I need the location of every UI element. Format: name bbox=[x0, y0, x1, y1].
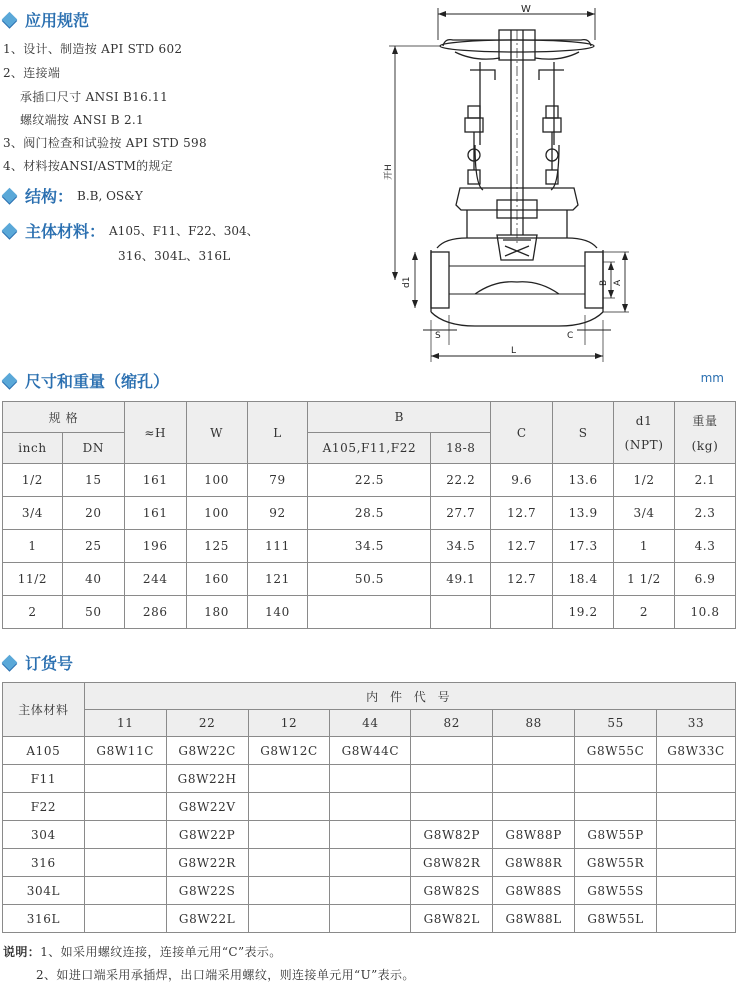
dim-s-label: S bbox=[435, 331, 441, 341]
order-code-cell bbox=[84, 821, 166, 849]
material-cell: 316L bbox=[3, 905, 85, 933]
dim-d1-label: d1 bbox=[402, 276, 412, 288]
order-code-cell: G8W12C bbox=[248, 737, 330, 765]
table-cell: 161 bbox=[124, 497, 186, 530]
note-text-1: 1、如采用螺纹连接，连接单元用“C”表示。 bbox=[40, 945, 282, 959]
order-code-cell: G8W22L bbox=[166, 905, 248, 933]
spec-item: 3、阀门检查和试验按 API STD 598 bbox=[3, 136, 207, 150]
table-cell: 17.3 bbox=[553, 530, 614, 563]
diamond-bullet-icon bbox=[2, 373, 18, 389]
header-weight-label: 重量 bbox=[692, 414, 718, 428]
header-kg-label: (kg) bbox=[691, 439, 719, 453]
order-code-cell bbox=[330, 821, 411, 849]
table-cell: 27.7 bbox=[431, 497, 491, 530]
table-cell: 100 bbox=[186, 497, 247, 530]
order-code-cell bbox=[84, 793, 166, 821]
order-code-cell: G8W88P bbox=[493, 821, 575, 849]
order-code-cell bbox=[493, 793, 575, 821]
table-row bbox=[3, 464, 736, 497]
order-code-cell bbox=[657, 821, 736, 849]
material-heading-text: 主体材料： bbox=[25, 222, 106, 241]
order-code-cell bbox=[84, 765, 166, 793]
table-cell: 34.5 bbox=[431, 530, 491, 563]
table-row bbox=[3, 737, 736, 765]
spec-item: 1、设计、制造按 API STD 602 bbox=[3, 42, 183, 56]
table-cell: 92 bbox=[247, 497, 308, 530]
table-cell: 3/4 bbox=[614, 497, 675, 530]
order-code-cell bbox=[493, 737, 575, 765]
note-line-1 bbox=[3, 943, 282, 960]
header-trim-code: 82 bbox=[411, 710, 493, 737]
header-c: C bbox=[491, 402, 553, 464]
order-code-cell bbox=[575, 765, 657, 793]
order-code-cell: G8W82P bbox=[411, 821, 493, 849]
table-cell: 12.7 bbox=[491, 497, 553, 530]
order-code-cell: G8W55P bbox=[575, 821, 657, 849]
header-trim-code: 88 bbox=[493, 710, 575, 737]
header-trim-code: 12 bbox=[248, 710, 330, 737]
table-cell: 1 bbox=[614, 530, 675, 563]
table-cell bbox=[308, 596, 431, 629]
table-cell: 121 bbox=[247, 563, 308, 596]
order-code-cell: G8W55R bbox=[575, 849, 657, 877]
table-cell bbox=[431, 596, 491, 629]
table-cell: 6.9 bbox=[675, 563, 736, 596]
order-code-cell bbox=[657, 765, 736, 793]
table-cell: 40 bbox=[62, 563, 124, 596]
order-code-cell bbox=[84, 849, 166, 877]
header-trim-code: 11 bbox=[84, 710, 166, 737]
diamond-bullet-icon bbox=[2, 188, 18, 204]
note-label: 说明： bbox=[3, 945, 41, 959]
header-b-188: 18-8 bbox=[431, 433, 491, 464]
dim-l-label: L bbox=[511, 346, 517, 356]
dim-b-label: B bbox=[599, 279, 609, 286]
table-cell: 9.6 bbox=[491, 464, 553, 497]
order-code-cell: G8W22H bbox=[166, 765, 248, 793]
order-code-cell bbox=[248, 765, 330, 793]
table-cell: 50 bbox=[62, 596, 124, 629]
order-code-cell bbox=[84, 877, 166, 905]
header-trim: 内 件 代 号 bbox=[84, 683, 735, 710]
material-cell: F22 bbox=[3, 793, 85, 821]
header-trim-code: 55 bbox=[575, 710, 657, 737]
table-cell: 286 bbox=[124, 596, 186, 629]
dim-c-label: C bbox=[567, 331, 574, 341]
table-cell: 25 bbox=[62, 530, 124, 563]
order-code-cell bbox=[493, 765, 575, 793]
order-code-cell: G8W88R bbox=[493, 849, 575, 877]
order-code-cell bbox=[411, 793, 493, 821]
table-cell: 2.1 bbox=[675, 464, 736, 497]
table-row bbox=[3, 849, 736, 877]
table-cell: 1 1/2 bbox=[614, 563, 675, 596]
order-code-cell: G8W22R bbox=[166, 849, 248, 877]
header-dn: DN bbox=[62, 433, 124, 464]
table-cell: 180 bbox=[186, 596, 247, 629]
table-cell: 1 bbox=[3, 530, 63, 563]
table-row bbox=[3, 821, 736, 849]
table-cell: 111 bbox=[247, 530, 308, 563]
header-b-a105: A105,F11,F22 bbox=[308, 433, 431, 464]
order-code-cell bbox=[657, 877, 736, 905]
material-line2: 316、304L、316L bbox=[118, 249, 231, 263]
table-cell: 4.3 bbox=[675, 530, 736, 563]
table-cell: 15 bbox=[62, 464, 124, 497]
header-npt-label: (NPT) bbox=[624, 437, 664, 452]
table-cell: 12.7 bbox=[491, 530, 553, 563]
order-code-cell bbox=[657, 849, 736, 877]
table-cell: 13.6 bbox=[553, 464, 614, 497]
order-code-table bbox=[2, 682, 736, 933]
order-code-cell bbox=[411, 737, 493, 765]
order-code-cell bbox=[330, 849, 411, 877]
order-code-cell: G8W55S bbox=[575, 877, 657, 905]
structure-heading-text: 结构： bbox=[25, 187, 74, 206]
table-row bbox=[3, 530, 736, 563]
order-heading bbox=[0, 651, 73, 674]
table-cell: 100 bbox=[186, 464, 247, 497]
material-heading bbox=[0, 219, 259, 242]
order-code-cell bbox=[330, 765, 411, 793]
gate-valve-drawing bbox=[375, 0, 635, 365]
order-code-cell: G8W11C bbox=[84, 737, 166, 765]
order-code-cell bbox=[575, 793, 657, 821]
header-b: B bbox=[308, 402, 491, 433]
spec-heading-text: 应用规范 bbox=[25, 11, 90, 30]
material-cell: 316 bbox=[3, 849, 85, 877]
material-cell: A105 bbox=[3, 737, 85, 765]
order-heading-text: 订货号 bbox=[25, 654, 74, 673]
table-cell: 140 bbox=[247, 596, 308, 629]
table-row bbox=[3, 497, 736, 530]
table-cell: 12.7 bbox=[491, 563, 553, 596]
table-cell: 125 bbox=[186, 530, 247, 563]
order-code-cell bbox=[248, 821, 330, 849]
order-code-cell bbox=[330, 793, 411, 821]
diamond-bullet-icon bbox=[2, 223, 18, 239]
diamond-bullet-icon bbox=[2, 655, 18, 671]
order-code-cell: G8W33C bbox=[657, 737, 736, 765]
diamond-bullet-icon bbox=[2, 12, 18, 28]
header-trim-code: 44 bbox=[330, 710, 411, 737]
order-code-cell bbox=[248, 793, 330, 821]
order-code-cell: G8W22S bbox=[166, 877, 248, 905]
dimensions-heading-text: 尺寸和重量（缩孔） bbox=[25, 372, 170, 391]
table-cell: 2 bbox=[3, 596, 63, 629]
dimensions-table bbox=[2, 401, 736, 629]
table-cell: 2.3 bbox=[675, 497, 736, 530]
header-trim-code: 22 bbox=[166, 710, 248, 737]
order-code-cell bbox=[248, 877, 330, 905]
table-cell: 18.4 bbox=[553, 563, 614, 596]
table-row bbox=[3, 765, 736, 793]
table-row bbox=[3, 877, 736, 905]
table-cell: 28.5 bbox=[308, 497, 431, 530]
table-cell: 11/2 bbox=[3, 563, 63, 596]
table-row bbox=[3, 596, 736, 629]
spec-item: 2、连接端 bbox=[3, 66, 61, 80]
table-cell: 19.2 bbox=[553, 596, 614, 629]
material-cell: F11 bbox=[3, 765, 85, 793]
header-material: 主体材料 bbox=[3, 683, 85, 737]
order-code-cell: G8W22P bbox=[166, 821, 248, 849]
order-code-cell: G8W82S bbox=[411, 877, 493, 905]
order-code-cell: G8W55L bbox=[575, 905, 657, 933]
header-d1 bbox=[614, 402, 675, 464]
order-code-cell: G8W88S bbox=[493, 877, 575, 905]
spec-item: 承插口尺寸 ANSI B16.11 bbox=[20, 90, 169, 104]
spec-heading bbox=[0, 8, 89, 31]
order-code-cell bbox=[84, 905, 166, 933]
header-d1-label: d1 bbox=[635, 413, 653, 428]
table-cell: 2 bbox=[614, 596, 675, 629]
table-cell: 160 bbox=[186, 563, 247, 596]
table-cell: 50.5 bbox=[308, 563, 431, 596]
header-s: S bbox=[553, 402, 614, 464]
table-cell: 22.5 bbox=[308, 464, 431, 497]
order-code-cell: G8W22V bbox=[166, 793, 248, 821]
order-code-cell bbox=[657, 793, 736, 821]
table-cell: 20 bbox=[62, 497, 124, 530]
order-code-cell: G8W22C bbox=[166, 737, 248, 765]
order-code-cell bbox=[657, 905, 736, 933]
dim-a-label: A bbox=[613, 279, 623, 286]
table-cell: 1/2 bbox=[614, 464, 675, 497]
table-cell: 13.9 bbox=[553, 497, 614, 530]
order-code-cell: G8W55C bbox=[575, 737, 657, 765]
header-inch: inch bbox=[3, 433, 63, 464]
order-code-cell bbox=[411, 765, 493, 793]
table-cell: 161 bbox=[124, 464, 186, 497]
table-cell: 10.8 bbox=[675, 596, 736, 629]
dimensions-heading bbox=[0, 369, 169, 392]
material-cell: 304 bbox=[3, 821, 85, 849]
note-line-2: 2、如进口端采用承插焊，出口端采用螺纹，则连接单元用“U”表示。 bbox=[36, 968, 415, 982]
table-cell bbox=[491, 596, 553, 629]
table-cell: 244 bbox=[124, 563, 186, 596]
table-cell: 49.1 bbox=[431, 563, 491, 596]
material-cell: 304L bbox=[3, 877, 85, 905]
order-code-cell bbox=[248, 905, 330, 933]
order-code-cell: G8W44C bbox=[330, 737, 411, 765]
header-trim-code: 33 bbox=[657, 710, 736, 737]
structure-value: B.B, OS&Y bbox=[77, 188, 143, 203]
table-row bbox=[3, 563, 736, 596]
table-cell: 196 bbox=[124, 530, 186, 563]
order-code-cell bbox=[330, 905, 411, 933]
order-code-cell: G8W88L bbox=[493, 905, 575, 933]
table-cell: 1/2 bbox=[3, 464, 63, 497]
header-l: L bbox=[247, 402, 308, 464]
unit-label: mm bbox=[700, 371, 724, 385]
header-weight bbox=[675, 402, 736, 464]
table-row bbox=[3, 905, 736, 933]
table-cell: 34.5 bbox=[308, 530, 431, 563]
table-cell: 22.2 bbox=[431, 464, 491, 497]
table-cell: 79 bbox=[247, 464, 308, 497]
structure-heading bbox=[0, 184, 143, 207]
order-code-cell: G8W82R bbox=[411, 849, 493, 877]
spec-item: 螺纹端按 ANSI B 2.1 bbox=[20, 113, 144, 127]
header-w: W bbox=[186, 402, 247, 464]
table-row bbox=[3, 793, 736, 821]
material-line1: A105、F11、F22、304、 bbox=[109, 224, 259, 238]
spec-item: 4、材料按ANSI/ASTM的规定 bbox=[3, 159, 174, 173]
order-code-cell bbox=[248, 849, 330, 877]
table-cell: 3/4 bbox=[3, 497, 63, 530]
dim-h-label: 开H bbox=[384, 164, 394, 180]
order-code-cell: G8W82L bbox=[411, 905, 493, 933]
order-code-cell bbox=[330, 877, 411, 905]
dim-w-label: W bbox=[521, 4, 531, 15]
header-h: ≈H bbox=[124, 402, 186, 464]
header-spec: 规 格 bbox=[3, 402, 125, 433]
